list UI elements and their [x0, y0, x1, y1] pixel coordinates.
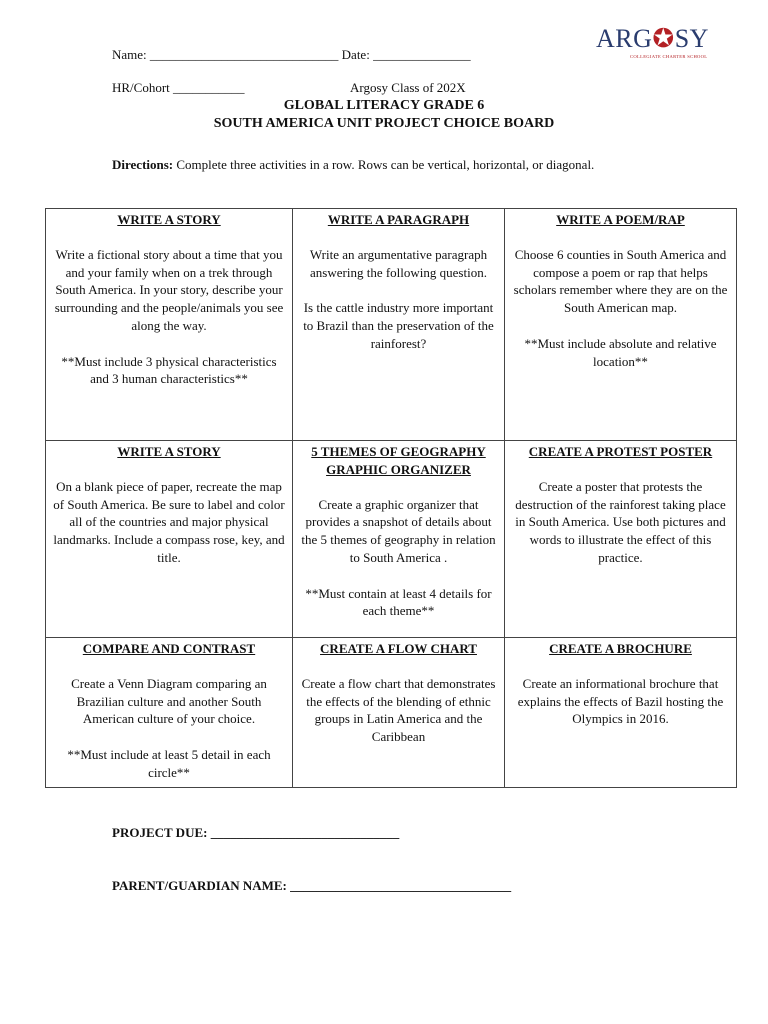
cell-title: WRITE A POEM/RAP — [556, 212, 685, 227]
class-text: Argosy Class of 202X — [350, 80, 466, 95]
board-row — [46, 441, 737, 638]
project-due-label: PROJECT DUE: — [112, 825, 208, 840]
cell-title: WRITE A STORY — [117, 212, 221, 227]
board-row — [46, 209, 737, 441]
directions-text: Complete three activities in a row. Rows can be vertical, horizontal, or diagonal. — [176, 157, 595, 172]
board-cell — [293, 638, 505, 788]
logo-text-left: ARG — [596, 24, 653, 53]
cohort-label: HR/Cohort — [112, 80, 170, 95]
logo-subtitle: COLLEGIATE CHARTER SCHOOL — [630, 54, 708, 59]
cell-body: Choose 6 counties in South America and compose a poem or rap that helps scholars remember where they are on the South American map. **Must include absolute and relative location** — [513, 246, 728, 369]
cell-body: Create an informational brochure that explains the effects of Bazil hosting the Olympics in 2016. — [517, 675, 724, 727]
project-due-line — [112, 825, 399, 841]
argosy-logo — [596, 24, 720, 64]
cell-body: Create a poster that protests the destruction of the rainforest taking place in South America. Use both pictures and words to illustrate the effect of this practice. — [515, 478, 726, 565]
cell-title: COMPARE AND CONTRAST — [82, 641, 256, 656]
board-cell — [505, 441, 737, 638]
cell-title: CREATE A BROCHURE — [549, 641, 692, 656]
logo-text-right: SY — [674, 24, 709, 53]
choice-board — [45, 208, 737, 788]
date-blank[interactable]: _______________ — [373, 47, 471, 62]
board-cell — [46, 441, 293, 638]
name-line — [112, 47, 471, 63]
cell-body: Create a flow chart that demonstrates the effects of the blending of ethnic groups in Latin America and the Caribbean — [301, 675, 496, 745]
cell-body: Create a Venn Diagram comparing an Brazilian culture and another South American culture of your choice. **Must include at least 5 detail in each circle** — [67, 675, 271, 780]
page-title: GLOBAL LITERACY GRADE 6 — [283, 98, 485, 113]
name-blank[interactable]: _____________________________ — [149, 47, 339, 62]
board-cell — [505, 209, 737, 441]
cell-title: WRITE A PARAGRAPH — [327, 212, 470, 227]
cohort-blank[interactable]: ___________ — [173, 80, 245, 95]
directions — [112, 156, 632, 173]
board-cell — [46, 638, 293, 788]
board-cell — [505, 638, 737, 788]
directions-label: Directions: — [112, 157, 174, 172]
cell-body: Write a fictional story about a time that you and your family when on a trek through South America. In your story, describe your surrounding and the people/animals you see along the way. **Must include 3 physical characteristics and 3 human characteristics** — [54, 246, 284, 387]
cohort-line — [112, 80, 245, 96]
cell-title: 5 THEMES OF GEOGRAPHY GRAPHIC ORGANIZER — [311, 444, 486, 477]
page-subtitle: SOUTH AMERICA UNIT PROJECT CHOICE BOARD — [213, 116, 555, 131]
board-cell — [293, 441, 505, 638]
parent-name-blank[interactable]: __________________________________ — [290, 878, 512, 893]
cell-body: On a blank piece of paper, recreate the map of South America. Be sure to label and color all of the countries and major physical landmarks. Include a compass rose, key, and title. — [53, 478, 285, 565]
parent-name-line — [112, 878, 511, 894]
cell-body: Write an argumentative paragraph answering the following question. Is the cattle industry more important to Brazil than the preservation of the rainforest? — [303, 246, 494, 351]
cell-title: CREATE A PROTEST POSTER — [528, 444, 713, 459]
cell-title: WRITE A STORY — [117, 444, 221, 459]
parent-name-label: PARENT/GUARDIAN NAME: — [112, 878, 287, 893]
board-row — [46, 638, 737, 788]
cell-title: CREATE A FLOW CHART — [320, 641, 477, 656]
project-due-blank[interactable]: _____________________________ — [210, 825, 400, 840]
board-cell — [293, 209, 505, 441]
cell-body: Create a graphic organizer that provides a snapshot of details about the 5 themes of geography in relation to South America . **Must contain at least 4 details for each theme** — [301, 496, 496, 619]
name-label: Name: — [112, 47, 147, 62]
board-cell — [46, 209, 293, 441]
compass-star-icon: ✪ — [652, 24, 675, 53]
date-label: Date: — [341, 47, 370, 62]
